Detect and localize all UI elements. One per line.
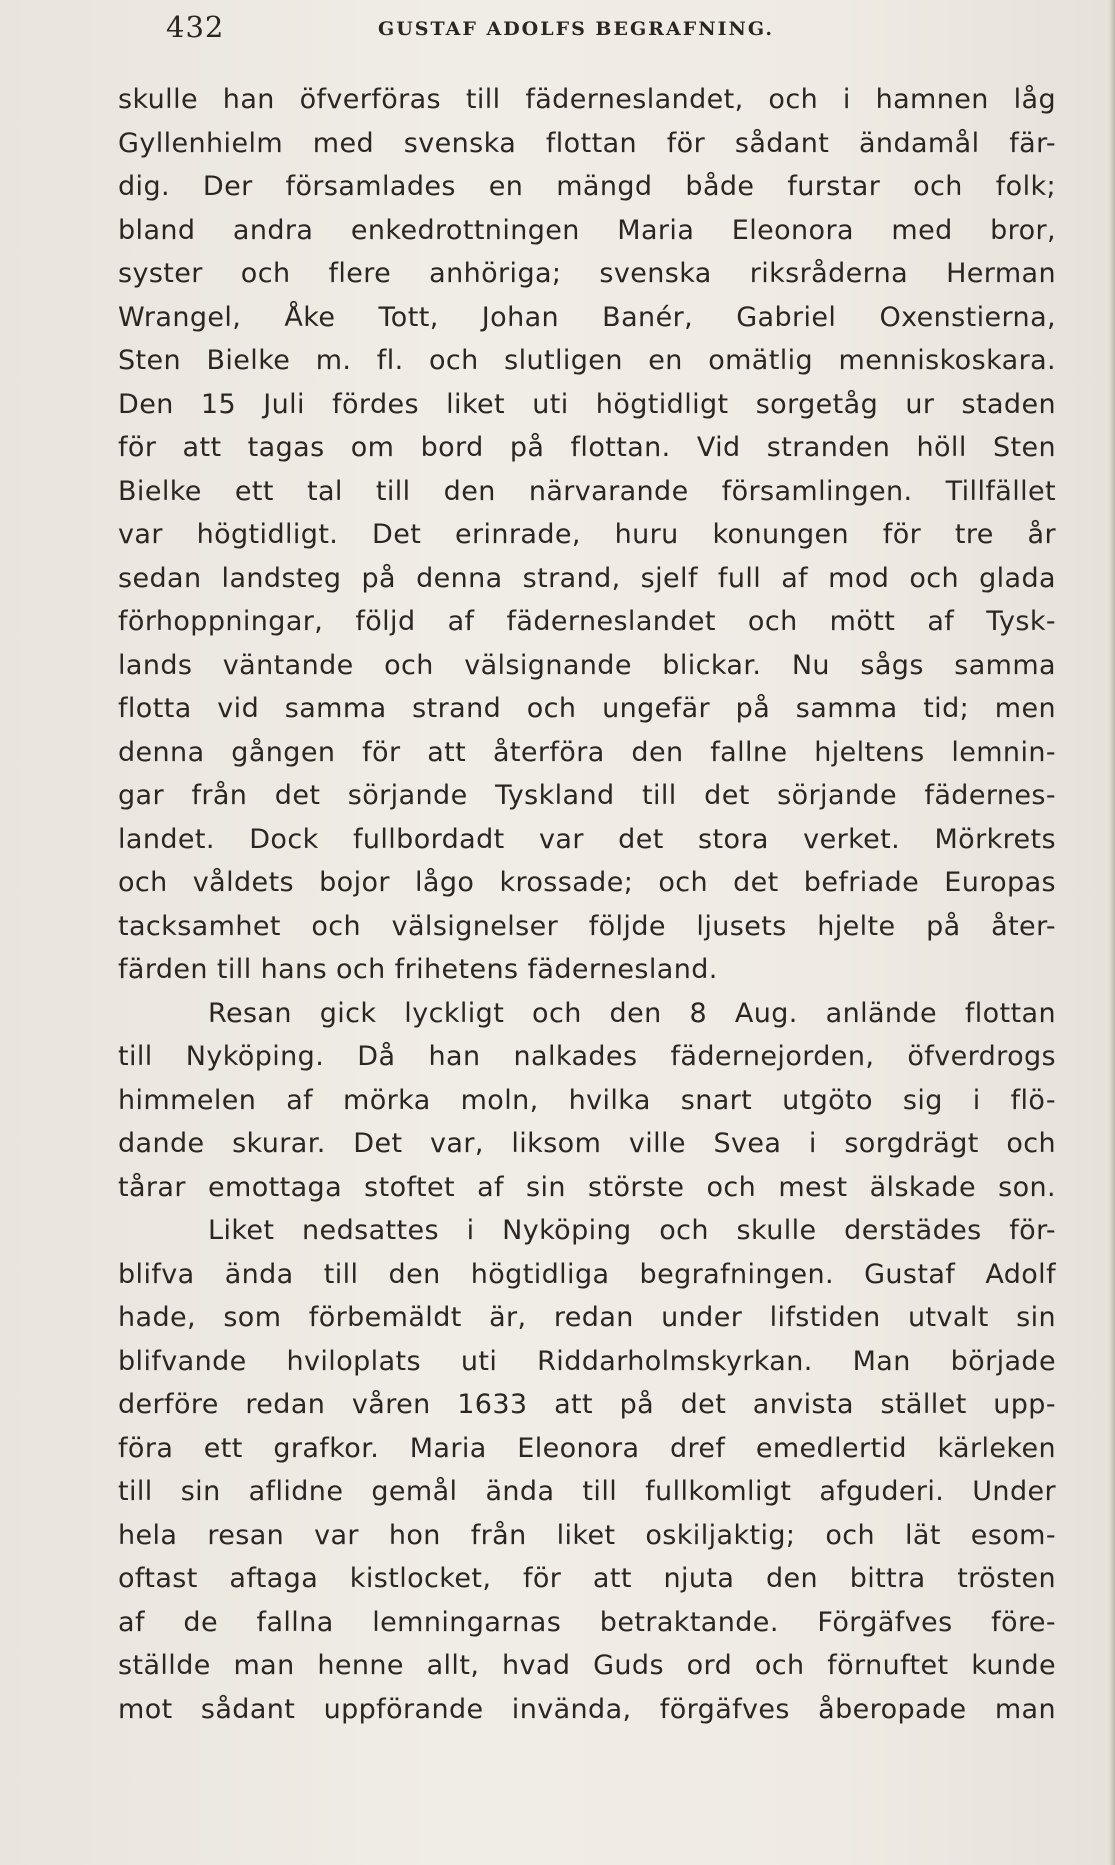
text-line: till Nyköping. Då han nalkades fädernejorden, öfverdrogs bbox=[118, 1041, 1056, 1072]
text-line: af de fallna lemningarnas betraktande. Förgäfves före- bbox=[118, 1606, 1056, 1638]
page-number: 432 bbox=[166, 10, 225, 44]
text-line: förhoppningar, följd af fäderneslandet och mött af Tysk- bbox=[118, 606, 1056, 637]
text-line: denna gången för att återföra den fallne hjeltens lemnin- bbox=[118, 736, 1056, 768]
paragraph-end-line: tårar emottaga stoftet af sin störste och mest älskade son. bbox=[118, 1171, 1056, 1203]
text-line: Den 15 Juli fördes liket uti högtidligt sorgetåg ur staden bbox=[118, 388, 1056, 420]
text-line: dig. Der församlades en mängd både furstar och folk; bbox=[118, 171, 1056, 202]
text-line: blifva ända till den högtidliga begrafningen. Gustaf Adolf bbox=[118, 1258, 1056, 1290]
text-line: oftast aftaga kistlocket, för att njuta den bittra trösten bbox=[118, 1563, 1056, 1594]
text-line: för att tagas om bord på flottan. Vid stranden höll Sten bbox=[118, 432, 1056, 463]
text-line: blifvande hviloplats uti Riddarholmskyrkan. Man började bbox=[118, 1345, 1056, 1377]
paragraph-start-line: Resan gick lyckligt och den 8 Aug. anlände flottan bbox=[208, 997, 1056, 1029]
body-text bbox=[118, 78, 1056, 1731]
text-line: var högtidligt. Det erinrade, huru konungen för tre år bbox=[118, 519, 1056, 550]
page-header bbox=[166, 10, 1066, 52]
paragraph-start-line: Liket nedsattes i Nyköping och skulle derstädes för- bbox=[208, 1215, 1056, 1246]
text-line: dande skurar. Det var, liksom ville Svea i sorgdrägt och bbox=[118, 1128, 1056, 1159]
text-line: skulle han öfverföras till fäderneslandet, och i hamnen låg bbox=[118, 84, 1056, 115]
running-title: GUSTAF ADOLFS BEGRAFNING. bbox=[378, 18, 774, 40]
text-line: hela resan var hon från liket oskiljaktig; och lät esom- bbox=[118, 1519, 1056, 1551]
text-line: landet. Dock fullbordadt var det stora verket. Mörkrets bbox=[118, 823, 1056, 855]
text-line: föra ett grafkor. Maria Eleonora dref emedlertid kärleken bbox=[118, 1432, 1056, 1464]
paragraph-end-line: färden till hans och frihetens fädernesland. bbox=[118, 954, 718, 985]
text-line: flotta vid samma strand och ungefär på samma tid; men bbox=[118, 693, 1056, 724]
text-line: Sten Bielke m. fl. och slutligen en omätlig menniskoskara. bbox=[118, 345, 1056, 376]
text-line: till sin aflidne gemål ända till fullkomligt afguderi. Under bbox=[118, 1476, 1056, 1507]
text-line: Gyllenhielm med svenska flottan för sådant ändamål fär- bbox=[118, 127, 1056, 159]
text-line: hade, som förbemäldt är, redan under lifstiden utvalt sin bbox=[118, 1302, 1056, 1333]
text-line: och våldets bojor lågo krossade; och det befriade Europas bbox=[118, 867, 1056, 898]
text-line: sedan landsteg på denna strand, sjelf full af mod och glada bbox=[118, 562, 1056, 594]
text-line: Bielke ett tal till den närvarande församlingen. Tillfället bbox=[118, 475, 1056, 507]
text-line: lands väntande och välsignande blickar. Nu sågs samma bbox=[118, 649, 1056, 681]
page-edge-shadow bbox=[1109, 0, 1115, 1865]
text-line: syster och flere anhöriga; svenska riksråderna Herman bbox=[118, 258, 1056, 289]
text-line: gar från det sörjande Tyskland till det sörjande fädernes- bbox=[118, 780, 1056, 811]
text-line: mot sådant uppförande invända, förgäfves åberopade man bbox=[118, 1693, 1056, 1725]
text-line: tacksamhet och välsignelser följde ljusets hjelte på åter- bbox=[118, 910, 1056, 942]
text-line: bland andra enkedrottningen Maria Eleonora med bror, bbox=[118, 214, 1056, 246]
text-line: himmelen af mörka moln, hvilka snart utgöto sig i flö- bbox=[118, 1084, 1056, 1116]
text-line: ställde man henne allt, hvad Guds ord och förnuftet kunde bbox=[118, 1650, 1056, 1681]
text-line: Wrangel, Åke Tott, Johan Banér, Gabriel Oxenstierna, bbox=[118, 301, 1056, 333]
text-line: derföre redan våren 1633 att på det anvista stället upp- bbox=[118, 1389, 1056, 1420]
